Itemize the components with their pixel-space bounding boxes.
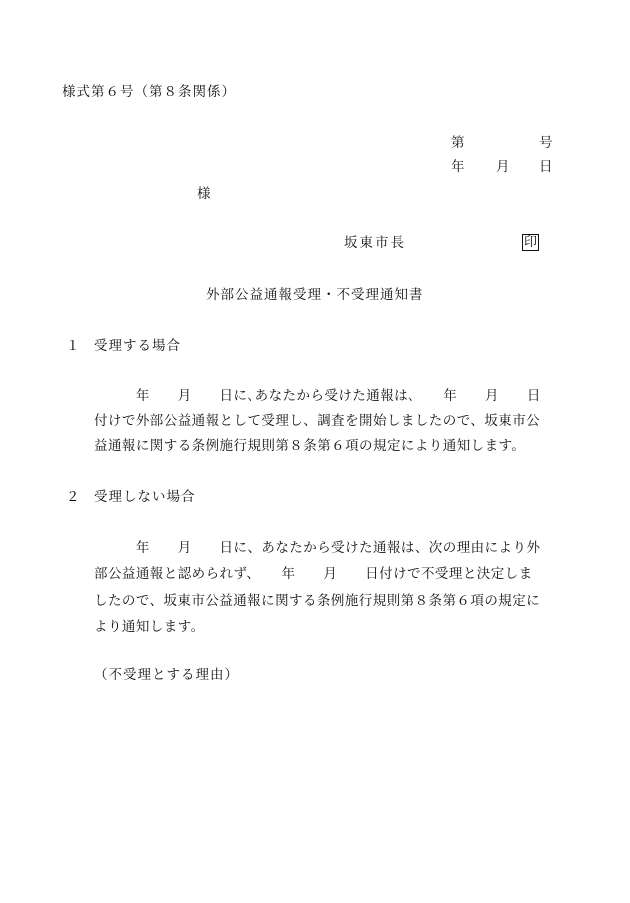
section-1-text-line: 年 月 日に､あなたから受けた通報は､ 年 月 日 [94,388,541,404]
date-month-label: 月 [496,159,510,175]
section-2-title: 受理しない場合 [94,489,196,505]
addressee-honorific: 様 [197,186,211,202]
document-number-label: 第 [451,135,465,151]
date-year-label: 年 [451,159,465,175]
section-2-text-line: したので、坂東市公益通報に関する条例施行規則第８条第６項の規定に [94,593,541,609]
section-2-text-line: より通知します。 [94,619,205,635]
section-1-text-line: 付けで外部公益通報として受理し、調査を開始しましたので、坂東市公 [94,413,541,429]
document-title: 外部公益通報受理・不受理通知書 [206,287,424,303]
section-2-text-line: 年 月 日に、あなたから受けた通報は、次の理由により外 [94,540,541,556]
section-1-title: 受理する場合 [94,338,181,354]
document-number-suffix: 号 [539,135,553,151]
rejection-reason-label: （不受理とする理由） [94,667,239,683]
section-2-number: ２ [66,489,80,505]
form-number: 様式第６号（第８条関係） [62,84,236,100]
date-day-label: 日 [539,159,553,175]
section-1-text-line: 益通報に関する条例施行規則第８条第６項の規定により通知します。 [94,438,526,454]
section-2-text-line: 部公益通報と認められず、 年 月 日付けで不受理と決定しま [94,566,533,582]
seal-mark: 印 [524,235,538,250]
section-1-number: １ [66,338,80,354]
issuer-name: 坂東市長 [344,235,406,251]
